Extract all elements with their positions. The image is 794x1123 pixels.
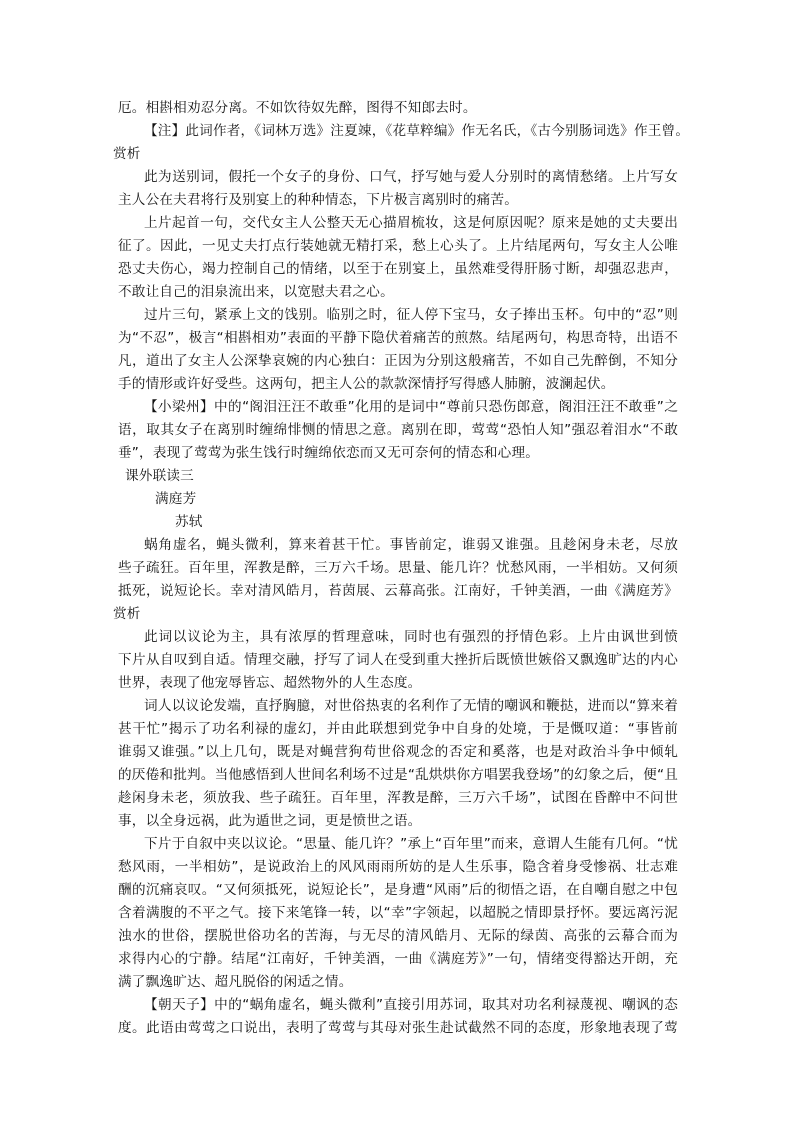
text-line: 事，以全身远祸，此为遁世之词，更是愤世之语。 <box>118 813 422 829</box>
text-line: 甚干忙”揭示了功名利禄的虚幻，并由此联想到党争中自身的处境，于是慨叹道：“事皆前 <box>118 721 678 737</box>
poem-line: 些子疏狂。百年里，浑教是醉，三万六千场。思量、能几许？忧愁风雨，一半相妨。又何须 <box>118 560 678 576</box>
text-line: 【小梁州】中的“阁泪汪汪不敢垂”化用的是词中“尊前只恐伤郎意，阁泪汪汪不敢垂”之 <box>144 399 678 415</box>
text-line: 世界，表现了他宠辱皆忘、超然物外的人生态度。 <box>118 675 422 691</box>
text-line: 下片从自叹到自适。情理交融，抒写了词人在受到重大挫折后既愤世嫉俗又飘逸旷达的内心 <box>118 652 678 668</box>
poem-line: 蜗角虚名，蝇头微利，算来着甚干忙。事皆前定，谁弱又谁强。且趁闲身未老，尽放 <box>144 537 678 553</box>
text-line: 上片起首一句，交代女主人公整天无心描眉梳妆，这是何原因呢？原来是她的丈夫要出 <box>144 215 678 231</box>
text-line: 酬的沉痛哀叹。“又何须抵死，说短论长”，是身遭“风雨”后的彻悟之语，在自嘲自慰之中包 <box>118 882 678 898</box>
text-line: 垂”，表现了莺莺为张生饯行时缠绵依恋而又无可奈何的情态和心理。 <box>118 445 540 461</box>
text-line: 浊水的世俗，摆脱世俗功名的苦海，与无尽的清风皓月、无际的绿茵、高张的云幕合而为 <box>118 928 678 944</box>
text-line: 的厌倦和批判。当他感悟到人世间名利场不过是“乱烘烘你方唱罢我登场”的幻象之后，便“且 <box>118 767 678 783</box>
poem-line: 抵死，说短论长。幸对清风皓月，苔茵展、云幕高张。江南好，千钟美酒，一曲《满庭芳》 <box>118 583 678 599</box>
text-line: 愁风雨，一半相妨”，是说政治上的风风雨雨所妨的是人生乐事，隐含着身受惨祸、壮志难 <box>118 859 678 875</box>
text-line: 此为送别词，假托一个女子的身份、口气，抒写她与爱人分别时的离情愁绪。上片写女 <box>144 169 678 185</box>
text-line: 此词以议论为主，具有浓厚的哲理意味，同时也有强烈的抒情色彩。上片由讽世到愤 <box>144 629 678 645</box>
text-line: 为“不忍”，极言“相斟相劝”表面的平静下隐伏着痛苦的煎熬。结尾两句，构思奇特，出语不 <box>118 330 678 346</box>
text-line: 含着满腹的不平之气。接下来笔锋一转，以“幸”字领起，以超脱之情即景抒怀。要远离污泥 <box>118 905 678 921</box>
section-heading: 课外联读三 <box>125 468 194 484</box>
text-line: 求得内心的宁静。结尾“江南好，千钟美酒，一曲《满庭芳》”一句，情绪变得豁达开朗，充 <box>118 951 678 967</box>
section-heading: 赏析 <box>113 606 141 622</box>
text-line: 厄。相斟相劝忍分离。不如饮待奴先醉，图得不知郎去时。 <box>118 100 477 116</box>
text-line: 征了。因此，一见丈夫打点行装她就无精打采，愁上心头了。上片结尾两句，写女主人公唯 <box>118 238 678 254</box>
text-line: 下片于自叙中夹以议论。“思量、能几许？”承上“百年里”而来，意谓人生能有几何。“忧 <box>144 836 678 852</box>
text-line: 恐丈夫伤心，竭力控制自己的情绪，以至于在别宴上，虽然难受得肝肠寸断，却强忍悲声， <box>118 261 678 277</box>
note-line: 【注】此词作者，《词林万选》注夏竦，《花草粹编》作无名氏，《古今别肠词选》作王曾。 <box>144 123 690 139</box>
poem-title: 满庭芳 <box>155 491 197 507</box>
poem-author: 苏轼 <box>175 514 203 530</box>
text-line: 不敢让自己的泪泉流出来，以宽慰夫君之心。 <box>118 284 394 300</box>
text-line: 趁闲身未老，须放我、些子疏狂。百年里，浑教是醉，三万六千场”，试图在昏醉中不问世 <box>118 790 678 806</box>
text-line: 过片三句，紧承上文的饯别。临别之时，征人停下宝马，女子捧出玉杯。句中的“忍”则 <box>144 307 678 323</box>
text-line: 手的情形或许好受些。这两句，把主人公的款款深情抒写得感人肺腑，波澜起伏。 <box>118 376 615 392</box>
text-line: 度。此语由莺莺之口说出，表明了莺莺与其母对张生赴试截然不同的态度，形象地表现了莺 <box>118 1020 678 1036</box>
text-line: 凡，道出了女主人公深挚哀婉的内心独白：正因为分别这般痛苦，不如自己先醉倒，不知分 <box>118 353 678 369</box>
text-line: 【朝天子】中的“蜗角虚名，蝇头微利”直接引用苏词，取其对功名利禄蔑视、嘲讽的态 <box>144 997 678 1013</box>
text-line: 谁弱又谁强。”以上几句，既是对蝇营狗苟世俗观念的否定和奚落，也是对政治斗争中倾轧 <box>118 744 678 760</box>
text-line: 词人以议论发端，直抒胸臆，对世俗热衷的名利作了无情的嘲讽和鞭挞，进而以“算来着 <box>144 698 678 714</box>
text-line: 语，取其女子在离别时缠绵悱恻的情思之意。离别在即，莺莺“恐怕人知”强忍着泪水“不敢 <box>118 422 678 438</box>
section-heading: 赏析 <box>113 146 141 162</box>
text-line: 主人公在夫君将行及别宴上的种种情态，下片极言离别时的痛苦。 <box>118 192 519 208</box>
text-line: 满了飘逸旷达、超凡脱俗的闲适之情。 <box>118 974 353 990</box>
